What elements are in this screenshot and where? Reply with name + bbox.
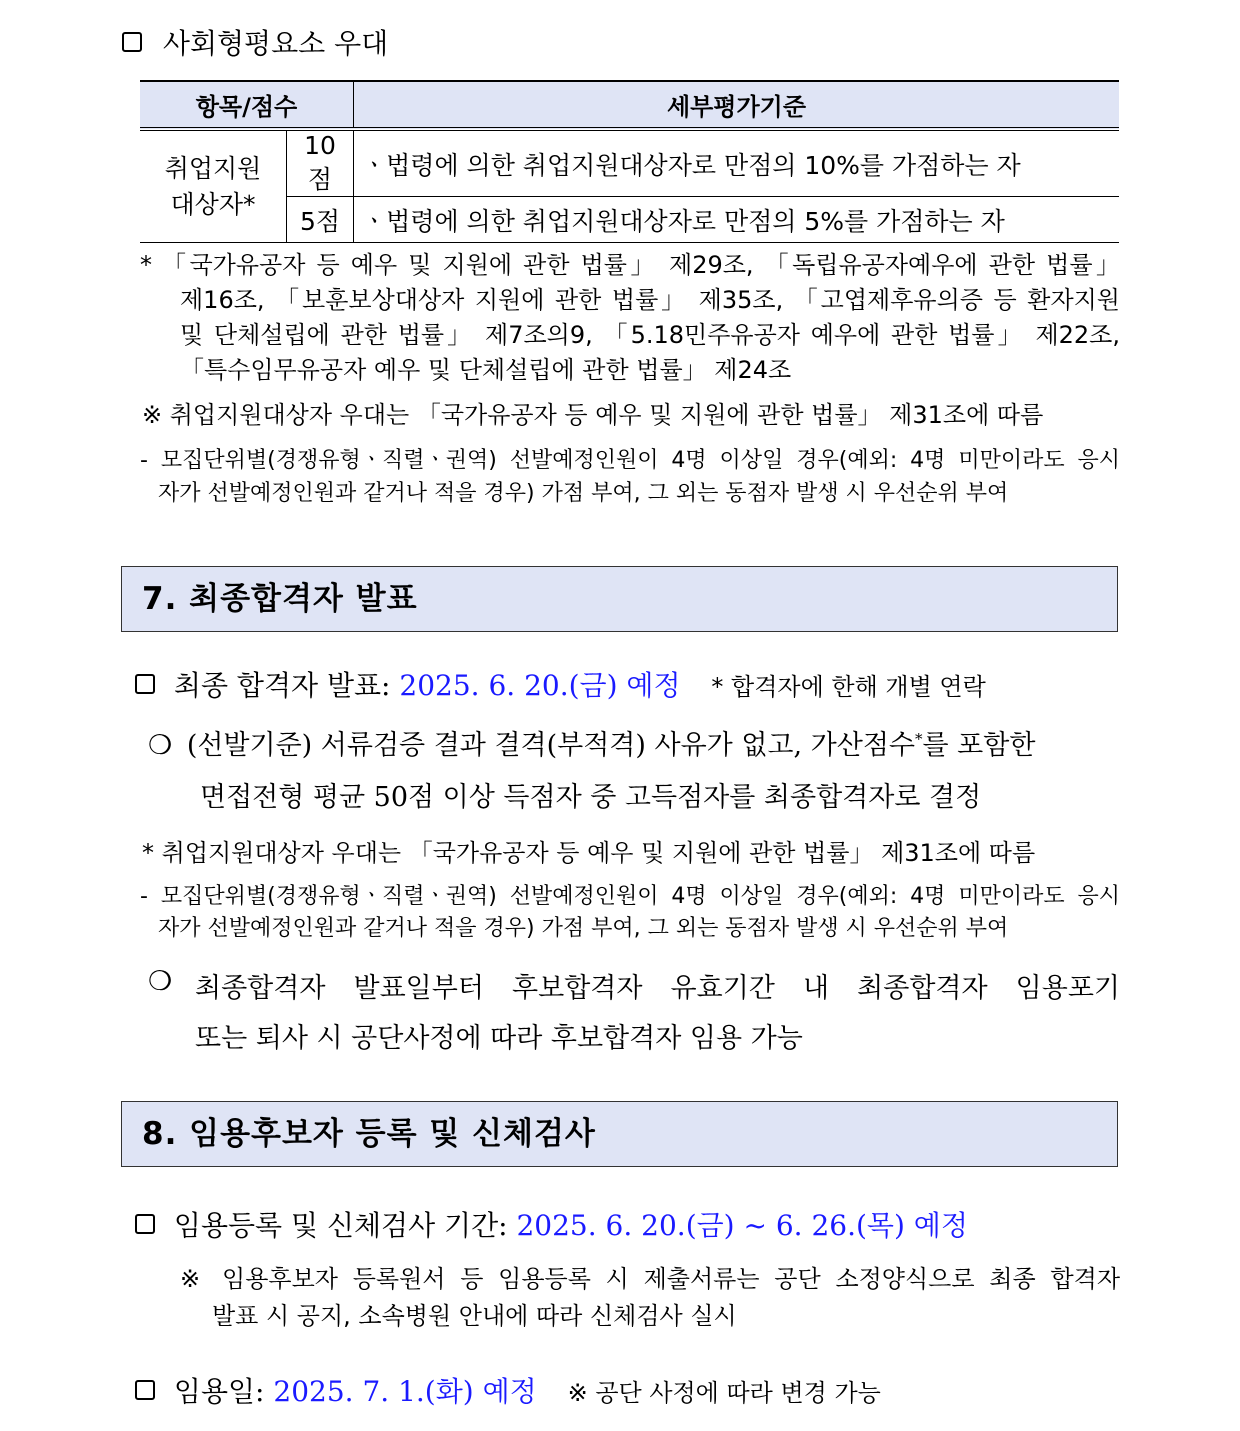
header-criteria: 세부평가기준 [354, 81, 1120, 129]
checkbox-square-icon [135, 1214, 155, 1234]
section-8-header: 8. 임용후보자 등록 및 신체검사 [121, 1101, 1118, 1167]
item-cell [140, 129, 287, 243]
checkbox-square-icon [135, 674, 155, 694]
criteria-cell: ㆍ법령에 의한 취업지원대상자로 만점의 5%를 가점하는 자 [354, 197, 1120, 243]
period-date: 2025. 6. 20.(금) ~ 6. 26.(목) 예정 [516, 1209, 968, 1242]
announce-date: 2025. 6. 20.(금) 예정 [399, 669, 681, 702]
footnote-line: 제16조, 「보훈보상대상자 지원에 관한 법률」 제35조, 「고엽제후유의증 등 환자지원 [180, 286, 1120, 314]
announce-label: 최종 합격자 발표: [173, 669, 391, 702]
footnote-dash-line: 자가 선발예정인원과 같거나 적을 경우) 가점 부여, 그 외는 동점자 발생 시 우선순위 부여 [158, 481, 1009, 506]
item-line: 취업지원 [164, 153, 262, 183]
sec7-dash-line: 자가 선발예정인원과 같거나 적을 경우) 가점 부여, 그 외는 동점자 발생 시 우선순위 부여 [158, 916, 1009, 941]
footnote-reference: ※ 취업지원대상자 우대는 「국가유공자 등 예우 및 지원에 관한 법률」 제31조에 따름 [142, 401, 1044, 429]
table-row [140, 197, 1119, 243]
footnote-line: 「특수임무유공자 예우 및 단체설립에 관한 법률」 제24조 [180, 356, 792, 384]
footnote-dash-line: - 모집단위별(경쟁유형ㆍ직렬ㆍ권역) 선발예정인원이 4명 이상일 경우(예외: 4명 미만이라도 응시 [140, 448, 1120, 473]
start-date: 2025. 7. 1.(화) 예정 [273, 1375, 537, 1408]
criteria-text: (선발기준) 서류검증 결과 결격(부적격) 사유가 없고, 가산점수 [186, 730, 915, 761]
header-item-score: 항목/점수 [140, 81, 354, 129]
checkbox-square-icon [135, 1380, 155, 1400]
start-date-line [135, 1370, 881, 1410]
circle-bullet-icon: ❍ [148, 966, 173, 997]
score-cell: 5점 [287, 197, 354, 243]
period-line [135, 1204, 968, 1244]
checkbox-square-icon [122, 32, 142, 52]
criteria-cell: ㆍ법령에 의한 취업지원대상자로 만점의 10%를 가점하는 자 [354, 129, 1120, 197]
social-equity-heading [122, 22, 388, 62]
registration-note: 발표 시 공지, 소속병원 안내에 따라 신체검사 실시 [212, 1302, 737, 1330]
footnote-star: * [140, 251, 152, 279]
candidate-text: 최종합격자 발표일부터 후보합격자 유효기간 내 최종합격자 임용포기 [195, 973, 1120, 1004]
table-header-row [140, 81, 1119, 129]
candidate-bullet [148, 966, 172, 997]
candidate-text: 또는 퇴사 시 공단사정에 따라 후보합격자 임용 가능 [195, 1023, 803, 1054]
table-row [140, 129, 1119, 197]
criteria-text: 면접전형 평균 50점 이상 득점자 중 고득점자를 최종합격자로 결정 [200, 782, 982, 813]
circle-bullet-icon: ❍ [148, 730, 173, 761]
sec7-dash-line: - 모집단위별(경쟁유형ㆍ직렬ㆍ권역) 선발예정인원이 4명 이상일 경우(예외: 4명 미만이라도 응시 [140, 884, 1120, 909]
footnote-line: 「국가유공자 등 예우 및 지원에 관한 법률」 제29조, 「독립유공자예우에 관한 법률」 [162, 251, 1120, 279]
announce-note: * 합격자에 한해 개별 연락 [711, 672, 986, 701]
sec7-note: * 취업지원대상자 우대는 「국가유공자 등 예우 및 지원에 관한 법률」 제31조에 따름 [142, 839, 1036, 867]
criteria-text: 를 포함한 [922, 730, 1036, 761]
item-line: 대상자* [170, 189, 256, 219]
start-label: 임용일: [173, 1375, 265, 1408]
footnote-marker: * [915, 730, 923, 748]
criteria-bullet-1 [148, 723, 1035, 762]
score-cell: 10점 [287, 129, 354, 197]
criteria-table [140, 80, 1119, 243]
period-label: 임용등록 및 신체검사 기간: [173, 1209, 508, 1242]
social-equity-title: 사회형평요소 우대 [162, 27, 389, 60]
start-note: ※ 공단 사정에 따라 변경 가능 [567, 1378, 881, 1407]
announce-line [135, 664, 986, 704]
section-7-header: 7. 최종합격자 발표 [121, 566, 1118, 632]
footnote-line: 및 단체설립에 관한 법률」 제7조의9, 「5.18민주유공자 예우에 관한 법률」 제22조, [180, 321, 1120, 349]
registration-note: ※ 임용후보자 등록원서 등 임용등록 시 제출서류는 공단 소정양식으로 최종 합격자 [180, 1265, 1120, 1293]
